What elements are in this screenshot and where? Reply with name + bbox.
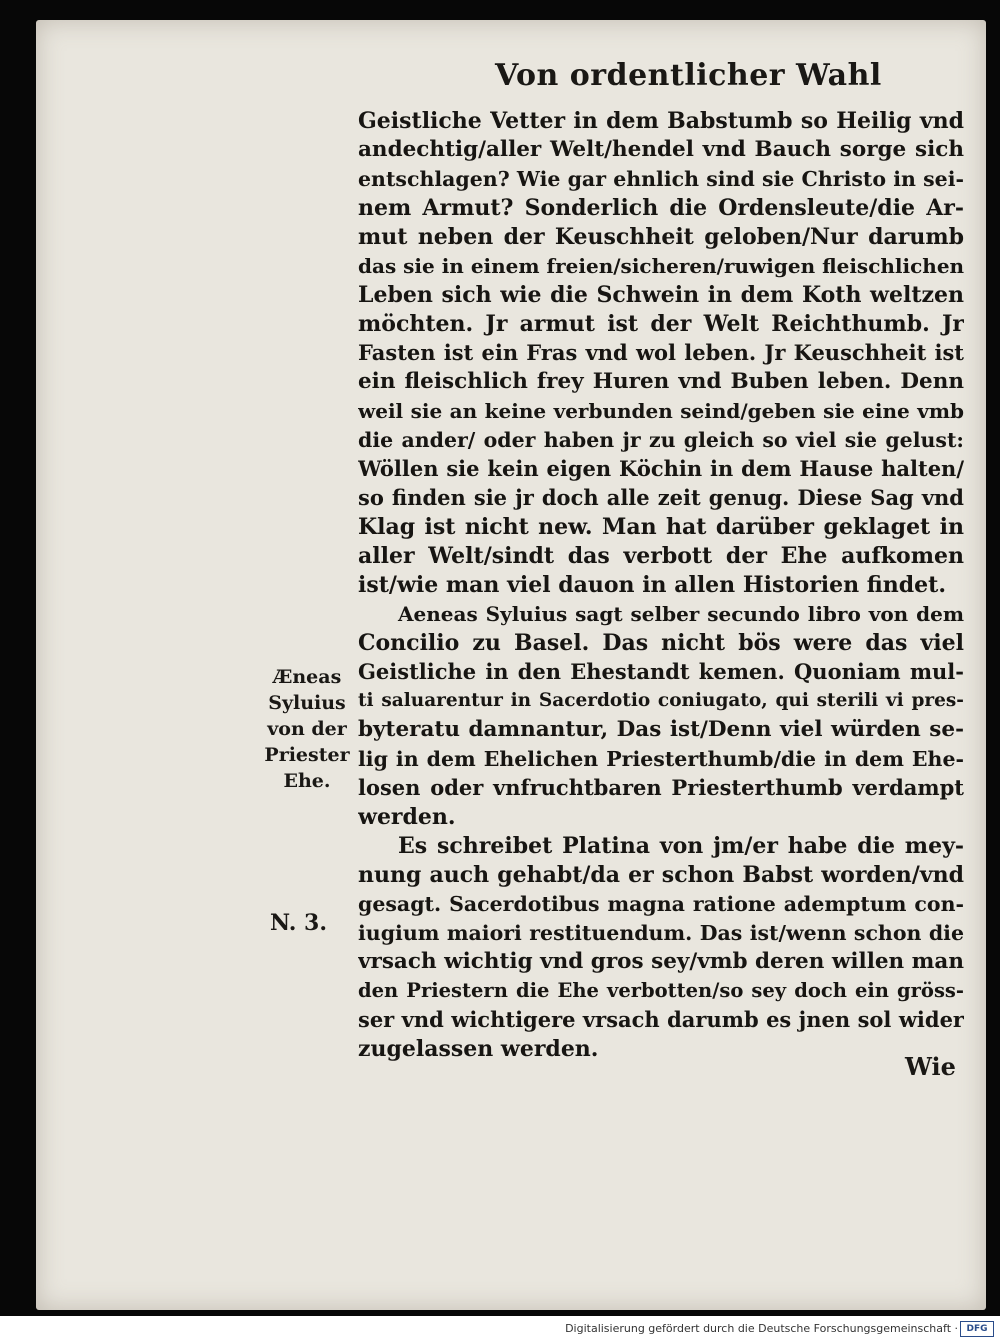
text-line: lig in dem Ehelichen Priesterthumb/die in dem Ehe-: [358, 747, 964, 771]
margin-note-line: Æneas: [272, 666, 342, 688]
text-line: möchten. Jr armut ist der Welt Reichthumb. Jr: [358, 311, 964, 337]
text-line: losen oder vnfruchtbaren Priesterthumb verdampt: [358, 775, 964, 800]
signature-mark: N. 3.: [270, 910, 327, 936]
dfg-logo-icon[interactable]: DFG: [960, 1321, 994, 1337]
margin-note-line: Priester: [264, 744, 350, 766]
text-line: Es schreibet Platina von jm/er habe die mey-: [398, 833, 964, 859]
text-line: ist/wie man viel dauon in allen Historien findet.: [358, 572, 946, 598]
text-line: Wöllen sie kein eigen Köchin in dem Hause halten/: [358, 456, 964, 481]
text-line: Fasten ist ein Fras vnd wol leben. Jr Keuschheit ist: [358, 340, 964, 365]
text-line: ser vnd wichtigere vrsach darumb es jnen sol wider: [358, 1007, 964, 1032]
text-line: den Priestern die Ehe verbotten/so sey doch ein gröss-: [358, 979, 964, 1002]
text-line: zugelassen werden.: [358, 1036, 599, 1062]
margin-note: [262, 664, 352, 794]
text-line: vrsach wichtig vnd gros sey/vmb deren willen man: [358, 949, 964, 974]
margin-note-line: Syluius: [268, 692, 346, 714]
margin-note-line: von der: [267, 718, 347, 740]
digitization-footer: [0, 1316, 1000, 1342]
text-line: Aeneas Syluius sagt selber secundo libro von dem: [398, 602, 964, 626]
text-line: ti saluarentur in Sacerdotio coniugato, qui sterili vi pres-: [358, 690, 964, 711]
text-line: entschlagen? Wie gar ehnlich sind sie Christo in sei-: [358, 167, 964, 191]
text-line: ein fleischlich frey Huren vnd Buben leben. Denn: [358, 369, 964, 394]
running-head: Von ordentlicher Wahl: [495, 58, 882, 93]
text-line: iugium maiori restituendum. Das ist/wenn schon die: [358, 921, 964, 945]
text-line: die ander/ oder haben jr zu gleich so viel sie gelust:: [358, 428, 964, 452]
text-line: werden.: [358, 804, 456, 830]
text-line: Leben sich wie die Schwein in dem Koth weltzen: [358, 282, 964, 308]
text-line: mut neben der Keuschheit geloben/Nur darumb: [358, 224, 964, 250]
footer-credit-text: Digitalisierung gefördert durch die Deutsche Forschungsgemeinschaft ·: [565, 1322, 958, 1335]
text-line: nung auch gehabt/da er schon Babst worden/vnd: [358, 862, 964, 888]
text-line: aller Welt/sindt das verbott der Ehe aufkomen: [358, 543, 964, 569]
margin-note-line: Ehe.: [283, 770, 331, 792]
text-line: andechtig/aller Welt/hendel vnd Bauch sorge sich: [358, 137, 964, 162]
catchword: Wie: [905, 1052, 956, 1081]
text-line: byteratu damnantur, Das ist/Denn viel würden se-: [358, 717, 964, 742]
text-line: nem Armut? Sonderlich die Ordensleute/die Ar-: [358, 195, 964, 221]
text-line: Klag ist nicht new. Man hat darüber geklaget in: [358, 514, 964, 540]
text-line: so finden sie jr doch alle zeit genug. Diese Sag vnd: [358, 485, 964, 510]
text-line: Geistliche Vetter in dem Babstumb so Heilig vnd: [358, 108, 964, 134]
text-line: das sie in einem freien/sicheren/ruwigen fleischlichen: [358, 254, 964, 278]
text-line: gesagt. Sacerdotibus magna ratione ademptum con-: [358, 892, 964, 916]
text-line: Geistliche in den Ehestandt kemen. Quoniam mul-: [358, 659, 964, 684]
text-line: Concilio zu Basel. Das nicht bös were das viel: [358, 630, 964, 656]
text-line: weil sie an keine verbunden seind/geben sie eine vmb: [358, 399, 964, 423]
